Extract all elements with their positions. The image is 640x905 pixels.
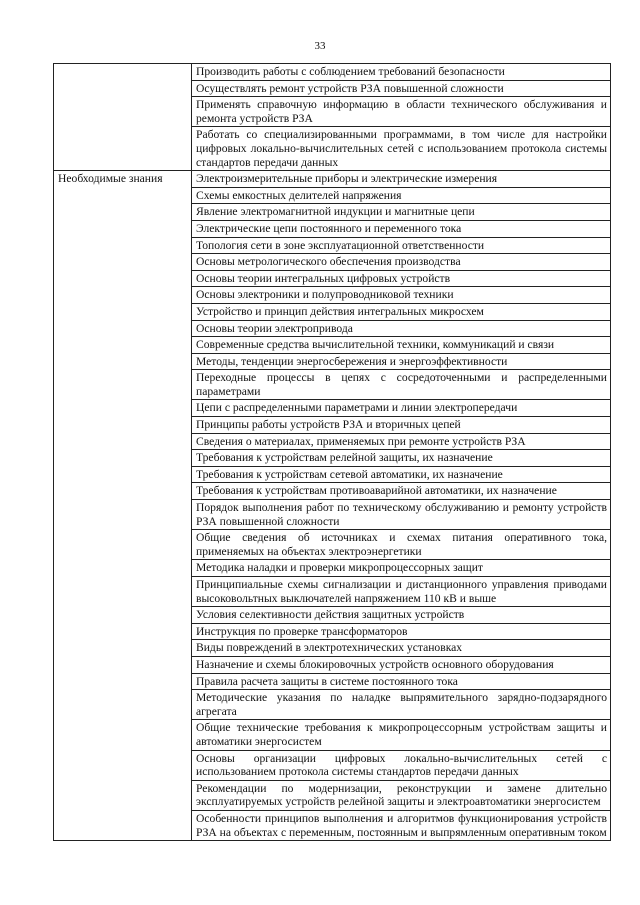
knowledge-item: Переходные процессы в цепях с сосредоточенными и распределенными параметрами [192,370,611,400]
knowledge-item: Принципиальные схемы сигнализации и дистанционного управления приводами высоковольтных выключателей напряжением 110 кВ и выше [192,577,611,607]
action-item: Производить работы с соблюдением требований безопасности [192,64,611,81]
knowledge-item: Основы электроники и полупроводниковой техники [192,287,611,304]
knowledge-item: Общие технические требования к микропроцессорным устройствам защиты и автоматики энергосистем [192,720,611,750]
knowledge-item: Электрические цепи постоянного и переменного тока [192,220,611,237]
knowledge-item: Основы теории интегральных цифровых устройств [192,270,611,287]
knowledge-item: Инструкция по проверке трансформаторов [192,623,611,640]
knowledge-item: Электроизмерительные приборы и электрические измерения [192,171,611,188]
knowledge-item: Схемы емкостных делителей напряжения [192,187,611,204]
table-row [54,64,611,81]
action-item: Осуществлять ремонт устройств РЗА повышенной сложности [192,80,611,97]
knowledge-item: Современные средства вычислительной техники, коммуникаций и связи [192,337,611,354]
knowledge-item: Требования к устройствам релейной защиты, их назначение [192,450,611,467]
knowledge-item: Методические указания по наладке выпрямительного зарядно-подзарядного агрегата [192,690,611,720]
knowledge-item: Сведения о материалах, применяемых при ремонте устройств РЗА [192,433,611,450]
actions-label-cell [54,64,192,171]
knowledge-label-cell [54,171,192,841]
table-row [54,171,611,188]
knowledge-item: Назначение и схемы блокировочных устройств основного оборудования [192,656,611,673]
knowledge-item: Правила расчета защиты в системе постоянного тока [192,673,611,690]
knowledge-item: Общие сведения об источниках и схемах питания оперативного тока, применяемых на объектах электроэнергетики [192,530,611,560]
action-item: Работать со специализированными программами, в том числе для настройки цифровых локально-вычислительных сетей с использованием протокола системы стандартов передачи данных [192,127,611,171]
knowledge-item: Особенности принципов выполнения и алгоритмов функционирования устройств РЗА на объектах с переменным, постоянным и выпрямленным оперативным током [192,810,611,840]
knowledge-item: Методы, тенденции энергосбережения и энергоэффективности [192,353,611,370]
knowledge-item: Виды повреждений в электротехнических установках [192,640,611,657]
action-item: Применять справочную информацию в области технического обслуживания и ремонта устройств РЗА [192,97,611,127]
knowledge-item: Основы теории электропривода [192,320,611,337]
knowledge-item: Порядок выполнения работ по техническому обслуживанию и ремонту устройств РЗА повышенной сложности [192,500,611,530]
knowledge-item: Основы организации цифровых локально-вычислительных сетей с использованием протокола системы стандартов передачи данных [192,750,611,780]
knowledge-item: Явление электромагнитной индукции и магнитные цепи [192,204,611,221]
knowledge-item: Устройство и принцип действия интегральных микросхем [192,303,611,320]
knowledge-item: Рекомендации по модернизации, реконструкции и замене длительно эксплуатируемых устройств релейной защиты и электроавтоматики энергосистем [192,780,611,810]
knowledge-item: Методика наладки и проверки микропроцессорных защит [192,560,611,577]
competency-table [53,63,611,841]
knowledge-item: Условия селективности действия защитных устройств [192,607,611,624]
knowledge-item: Требования к устройствам противоаварийной автоматики, их назначение [192,483,611,500]
knowledge-item: Цепи с распределенными параметрами и линии электропередачи [192,400,611,417]
competency-table-body [54,64,611,841]
knowledge-item: Принципы работы устройств РЗА и вторичных цепей [192,417,611,434]
knowledge-item: Топология сети в зоне эксплуатационной ответственности [192,237,611,254]
knowledge-label: Необходимые знания [58,172,163,186]
page-number: 33 [314,40,326,52]
knowledge-item: Требования к устройствам сетевой автоматики, их назначение [192,466,611,483]
knowledge-item: Основы метрологического обеспечения производства [192,254,611,271]
